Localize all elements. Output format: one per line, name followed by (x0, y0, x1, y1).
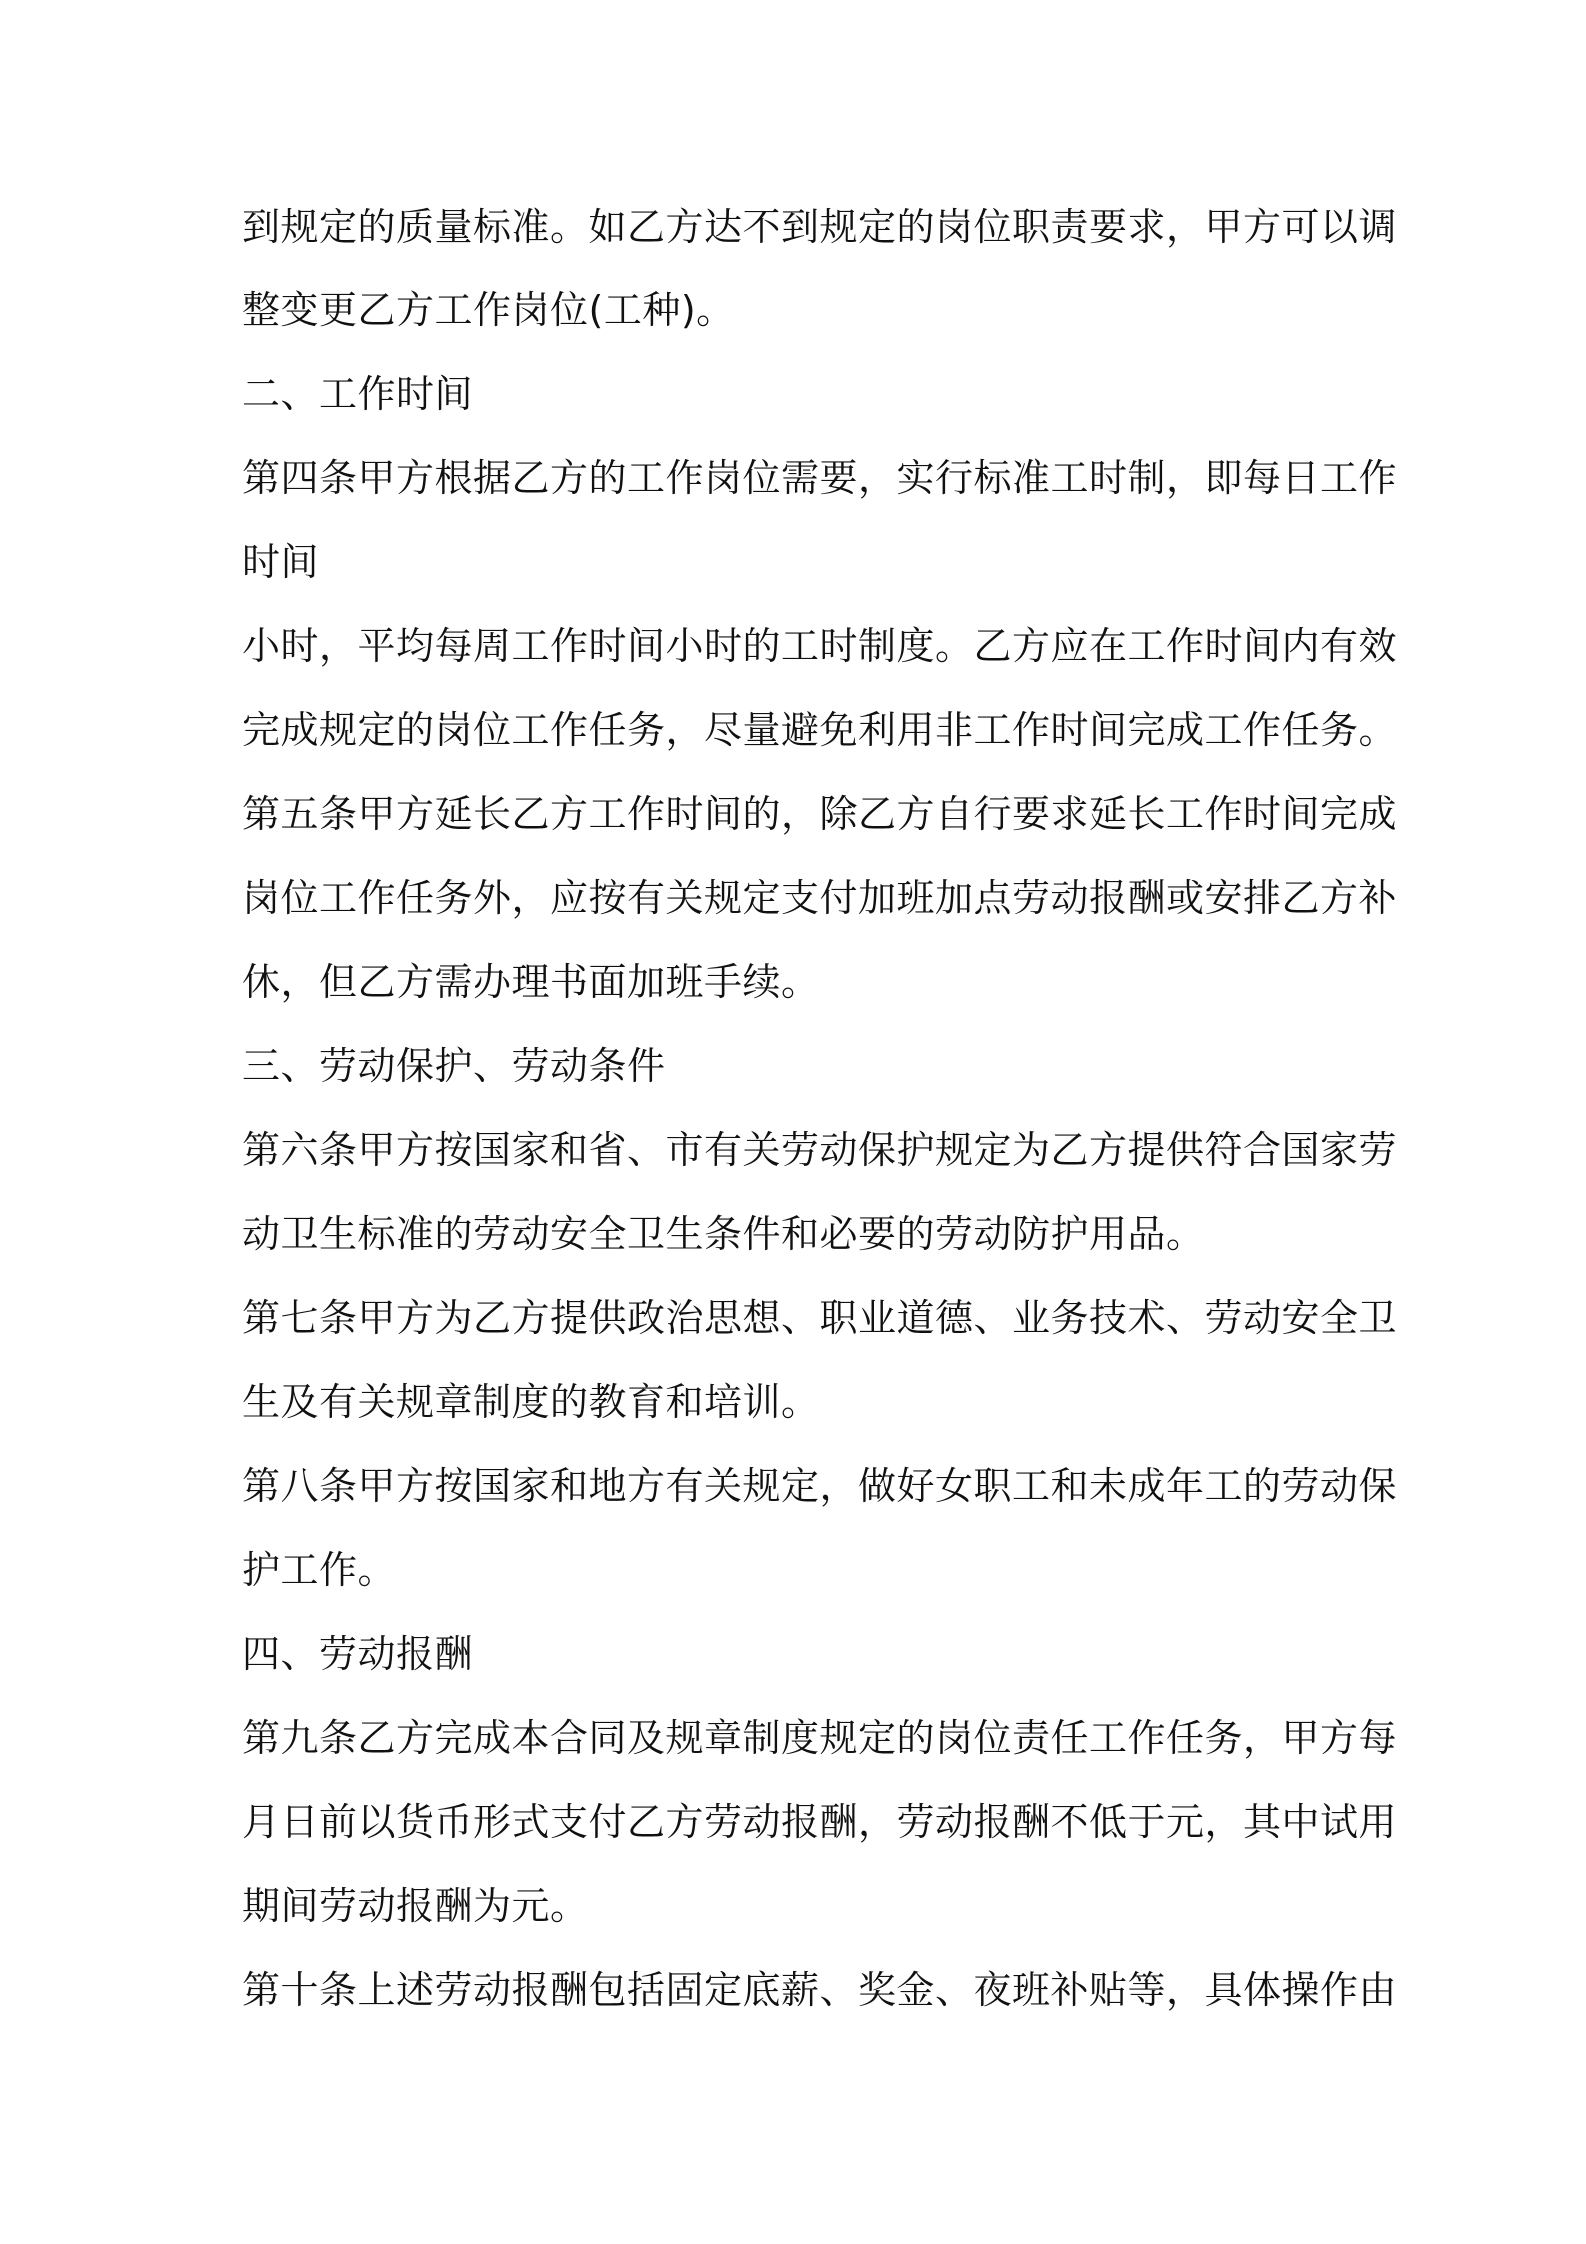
section-heading: 二、工作时间 (242, 372, 474, 416)
text-line: 第七条甲方为乙方提供政治思想、职业道德、业务技术、劳动安全卫 (242, 1296, 1398, 1340)
text-line: 护工作。 (242, 1548, 397, 1592)
text-line: 小时，平均每周工作时间小时的工时制度。乙方应在工作时间内有效 (242, 624, 1398, 668)
text-line: 第六条甲方按国家和省、市有关劳动保护规定为乙方提供符合国家劳 (242, 1128, 1398, 1172)
section-heading: 四、劳动报酬 (242, 1632, 474, 1676)
text-line: 完成规定的岗位工作任务，尽量避免利用非工作时间完成工作任务。 (242, 708, 1398, 752)
text-line: 休，但乙方需办理书面加班手续。 (242, 960, 820, 1004)
text-line: 时间 (242, 540, 320, 584)
text-line: 生及有关规章制度的教育和培训。 (242, 1380, 820, 1424)
text-line: 月日前以货币形式支付乙方劳动报酬，劳动报酬不低于元，其中试用 (242, 1800, 1398, 1844)
text-line: 岗位工作任务外，应按有关规定支付加班加点劳动报酬或安排乙方补 (242, 876, 1398, 920)
text-line: 期间劳动报酬为元。 (242, 1884, 589, 1928)
text-line: 整变更乙方工作岗位(工种)。 (242, 288, 735, 332)
text-line: 第五条甲方延长乙方工作时间的，除乙方自行要求延长工作时间完成 (242, 792, 1398, 836)
section-heading: 三、劳动保护、劳动条件 (242, 1044, 666, 1088)
text-line: 到规定的质量标准。如乙方达不到规定的岗位职责要求，甲方可以调 (242, 205, 1398, 249)
text-line: 动卫生标准的劳动安全卫生条件和必要的劳动防护用品。 (242, 1212, 1205, 1256)
text-line: 第十条上述劳动报酬包括固定底薪、奖金、夜班补贴等，具体操作由 (242, 1968, 1398, 2012)
text-line: 第九条乙方完成本合同及规章制度规定的岗位责任工作任务，甲方每 (242, 1716, 1398, 1760)
text-line: 第八条甲方按国家和地方有关规定，做好女职工和未成年工的劳动保 (242, 1464, 1398, 1508)
text-line: 第四条甲方根据乙方的工作岗位需要，实行标准工时制，即每日工作 (242, 456, 1398, 500)
